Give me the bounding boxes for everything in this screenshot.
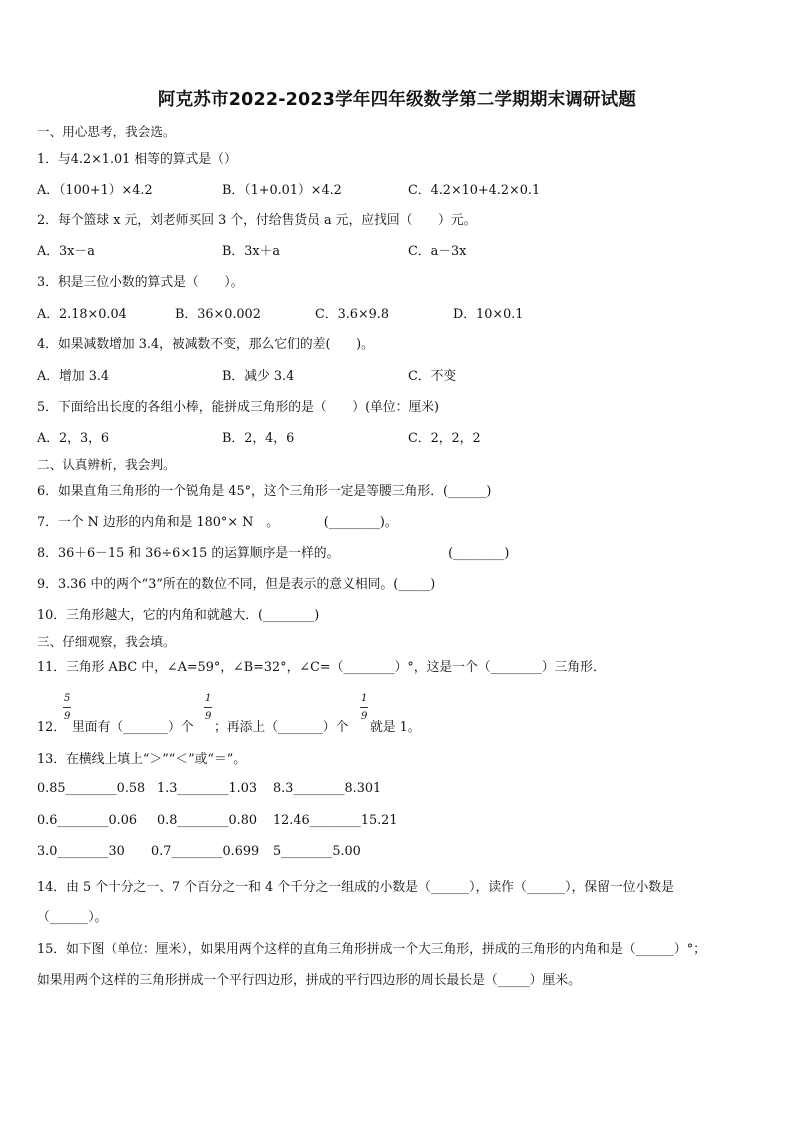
section-2-heading: 二、认真辨析，我会判。 xyxy=(37,457,176,472)
question-3-stem: 3．积是三位小数的算式是（ ）。 xyxy=(37,275,244,290)
question-4-stem: 4．如果减数增加 3.4，被减数不变，那么它们的差( )。 xyxy=(37,337,374,352)
question-12-number: 12． xyxy=(37,720,67,735)
question-12-part-3: 就是 1。 xyxy=(370,720,421,735)
question-2-option-a: A．3x－a xyxy=(37,244,95,259)
question-8: 8．36＋6－15 和 36÷6×15 的运算顺序是一样的。 (________) xyxy=(37,546,510,561)
compare-item: 1.3________1.03 xyxy=(157,781,258,796)
question-10: 10．三角形越大，它的内角和就越大．(________) xyxy=(37,608,320,623)
question-4-option-c: C．不变 xyxy=(408,369,457,384)
question-11: 11．三角形 ABC 中，∠A=59°，∠B=32°，∠C=（________）°，这是一个（________）三角形． xyxy=(37,660,606,675)
question-2-option-b: B．3x＋a xyxy=(222,244,280,259)
question-14-line-2: （______）。 xyxy=(37,910,108,925)
compare-item: 0.6________0.06 xyxy=(37,813,138,828)
page-title: 阿克苏市2022-2023学年四年级数学第二学期期末调研试题 xyxy=(157,90,637,110)
question-9: 9．3.36 中的两个“3”所在的数位不同，但是表示的意义相同。(_____) xyxy=(37,577,436,592)
compare-item: 5________5.00 xyxy=(273,844,361,859)
compare-item: 0.85________0.58 xyxy=(37,781,146,796)
question-5-option-c: C．2，2，2 xyxy=(408,431,481,446)
fraction-1-denominator: 9 xyxy=(64,711,71,722)
question-3-option-a: A．2.18×0.04 xyxy=(37,307,127,322)
compare-item: 0.7________0.699 xyxy=(151,844,260,859)
question-14-line-1: 14．由 5 个十分之一、7 个百分之一和 4 个千分之一组成的小数是（______），读作（______），保留一位小数是 xyxy=(37,880,674,895)
question-7: 7．一个 N 边形的内角和是 180°× N 。 (________)。 xyxy=(37,515,398,530)
section-3-heading: 三、仔细观察，我会填。 xyxy=(37,634,176,649)
question-3-option-d: D．10×0.1 xyxy=(453,307,524,322)
question-13-stem: 13．在横线上填上“＞”“＜”或“＝”。 xyxy=(37,752,247,767)
compare-item: 8.3________8.301 xyxy=(273,781,382,796)
question-4-option-b: B．减少 3.4 xyxy=(222,369,295,384)
fraction-1-numerator: 5 xyxy=(64,693,71,704)
question-15-line-2: 如果用两个这样的三角形拼成一个平行四边形，拼成的平行四边形的周长最长是（_____）厘米。 xyxy=(37,973,581,988)
question-5-option-a: A．2，3，6 xyxy=(37,431,110,446)
question-3-option-c: C．3.6×9.8 xyxy=(315,307,390,322)
fraction-2-denominator: 9 xyxy=(205,711,212,722)
question-5-option-b: B．2，4，6 xyxy=(222,431,295,446)
question-4-option-a: A．增加 3.4 xyxy=(37,369,110,384)
question-12-part-2: ；再添上（_______）个 xyxy=(214,720,349,735)
question-1-option-a: A．（100+1）×4.2 xyxy=(37,183,153,198)
fraction-3-bar xyxy=(360,707,368,708)
compare-item: 0.8________0.80 xyxy=(157,813,258,828)
fraction-3-numerator: 1 xyxy=(361,693,368,704)
question-12-part-1: 里面有（_______）个 xyxy=(72,720,194,735)
question-3-option-b: B．36×0.002 xyxy=(175,307,261,322)
section-1-heading: 一、用心思考，我会选。 xyxy=(37,124,176,139)
compare-item: 12.46________15.21 xyxy=(273,813,398,828)
compare-item: 3.0________30 xyxy=(37,844,125,859)
question-15-line-1: 15．如下图（单位：厘米），如果用两个这样的直角三角形拼成一个大三角形，拼成的三角形的内角和是（______）°； xyxy=(37,942,706,957)
question-5-stem: 5．下面给出长度的各组小棒，能拼成三角形的是（ ）(单位：厘米) xyxy=(37,400,440,415)
fraction-3-denominator: 9 xyxy=(361,711,368,722)
question-1-option-b: B．（1+0.01）×4.2 xyxy=(222,183,342,198)
question-1-option-c: C．4.2×10+4.2×0.1 xyxy=(408,183,541,198)
question-1-stem: 1．与4.2×1.01 相等的算式是（） xyxy=(37,152,237,167)
fraction-1-bar xyxy=(63,707,71,708)
question-2-stem: 2．每个篮球 x 元，刘老师买回 3 个，付给售货员 a 元，应找回（ ）元。 xyxy=(37,213,477,228)
fraction-2-numerator: 1 xyxy=(205,693,212,704)
fraction-2-bar xyxy=(204,707,212,708)
question-6: 6．如果直角三角形的一个锐角是 45°，这个三角形一定是等腰三角形．(______) xyxy=(37,484,492,499)
question-2-option-c: C．a－3x xyxy=(408,244,467,259)
